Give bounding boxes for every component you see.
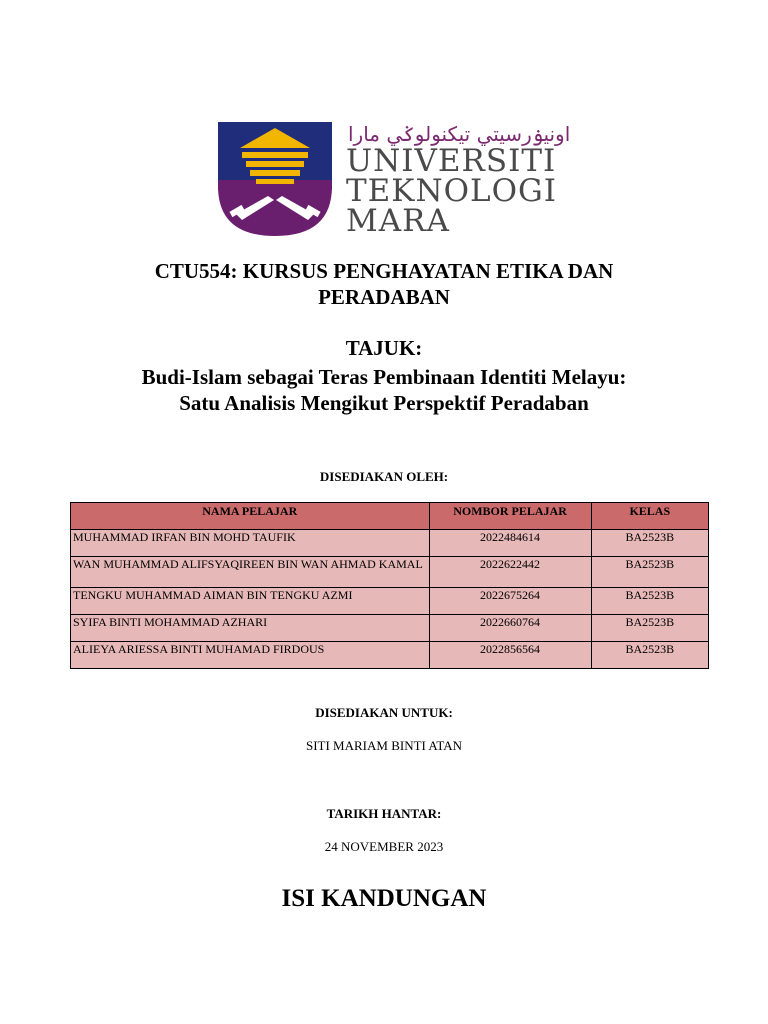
header-nombor: NOMBOR PELAJAR: [429, 503, 591, 530]
submission-date-value: 24 NOVEMBER 2023: [324, 839, 444, 854]
table-row: [71, 615, 709, 642]
course-title: [0, 258, 768, 310]
logo-jawi-text: اونيۏرسيتي تيكنولوݢي مارا: [348, 122, 571, 146]
header-nama: NAMA PELAJAR: [71, 503, 430, 530]
table-row: [71, 530, 709, 557]
tajuk-title: [0, 364, 768, 416]
tajuk-line1: Budi-Islam sebagai Teras Pembinaan Identiti Melayu:: [141, 365, 627, 389]
uitm-crest-icon: [218, 122, 332, 236]
prepared-for-value: SITI MARIAM BINTI ATAN: [305, 738, 463, 753]
logo-name: [346, 143, 558, 239]
student-class: BA2523B: [591, 588, 708, 615]
logo-line-mara: MARA: [346, 203, 450, 239]
student-class: BA2523B: [591, 557, 708, 588]
student-class: BA2523B: [591, 530, 708, 557]
table-row: [71, 588, 709, 615]
student-number: 2022484614: [429, 530, 591, 557]
table-row: [71, 557, 709, 588]
student-name: MUHAMMAD IRFAN BIN MOHD TAUFIK: [71, 530, 430, 557]
course-title-line1: CTU554: KURSUS PENGHAYATAN ETIKA DAN: [154, 259, 614, 283]
prepared-for-label: DISEDIAKAN UNTUK:: [315, 705, 453, 720]
table-header-row: [71, 503, 709, 530]
logo-line-teknologi: TEKNOLOGI: [346, 173, 558, 209]
uitm-logo: [218, 122, 571, 240]
table-row: [71, 642, 709, 669]
toc-heading: ISI KANDUNGAN: [281, 885, 487, 912]
logo-line-universiti: UNIVERSITI: [346, 143, 557, 179]
student-number: 2022856564: [429, 642, 591, 669]
student-name: TENGKU MUHAMMAD AIMAN BIN TENGKU AZMI: [71, 588, 430, 615]
course-title-line2: PERADABAN: [318, 285, 450, 309]
prepared-by-label: DISEDIAKAN OLEH:: [319, 469, 449, 484]
student-number: 2022660764: [429, 615, 591, 642]
submission-date-label: TARIKH HANTAR:: [326, 806, 442, 821]
tajuk-line2: Satu Analisis Mengikut Perspektif Peradaban: [179, 391, 589, 415]
student-name: WAN MUHAMMAD ALIFSYAQIREEN BIN WAN AHMAD KAMAL: [71, 557, 430, 588]
student-name: ALIEYA ARIESSA BINTI MUHAMAD FIRDOUS: [71, 642, 430, 669]
student-number: 2022675264: [429, 588, 591, 615]
header-kelas: KELAS: [591, 503, 708, 530]
student-class: BA2523B: [591, 642, 708, 669]
student-table: [70, 502, 709, 669]
student-number: 2022622442: [429, 557, 591, 588]
student-class: BA2523B: [591, 615, 708, 642]
tajuk-label: TAJUK:: [345, 336, 423, 360]
student-name: SYIFA BINTI MOHAMMAD AZHARI: [71, 615, 430, 642]
